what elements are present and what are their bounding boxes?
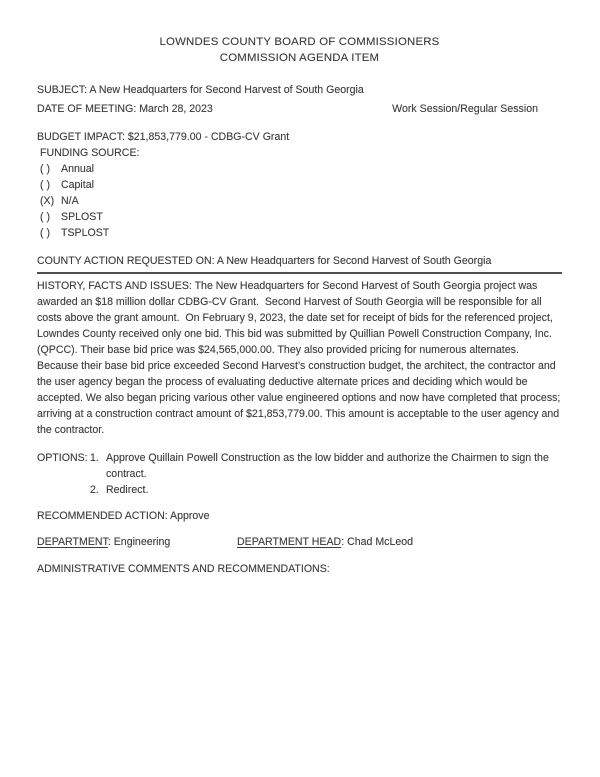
option-number: 1. [90,452,99,464]
options-section [37,450,562,498]
funding-option-label: Capital [61,179,94,191]
department-head-value: Chad McLeod [347,536,414,548]
funding-option-label: N/A [61,195,79,207]
document-title: COMMISSION AGENDA ITEM [219,52,380,64]
department-head-separator: : [341,536,348,548]
checkbox-mark: ( ) [40,227,50,239]
funding-option-label: Annual [61,163,94,175]
funding-option-annual [40,161,562,177]
meeting-date-line: DATE OF MEETING: March 28, 2023 [37,103,213,115]
recommended-action-line: RECOMMENDED ACTION: Approve [37,510,210,522]
county-action-line: COUNTY ACTION REQUESTED ON: A New Headquarters for Second Harvest of South Georgia [37,253,562,274]
budget-impact-line: BUDGET IMPACT: $21,853,779.00 - CDBG-CV Grant [37,131,290,143]
option-item-2 [90,482,562,498]
department-separator: : [107,536,114,548]
history-facts-issues-paragraph: HISTORY, FACTS AND ISSUES: The New Headquarters for Second Harvest of South Georgia project was awarded an $18 million dollar CDBG-CV Grant. Second Harvest of South Georgia will be responsible for all costs above the grant amount. On February 9, 2023, the date set for receipt of bids for the referenced project, Lowndes County received only one bid. This bid was submitted by Quillian Powell Construction Company, Inc. (QPCC). Their base bid price was $24,565,000.00. They also provided pricing for numerous alternates. Because their base bid price exceeded Second Harvest’s construction budget, the architect, the contractor and the user agency began the process of evaluating deductive alternate prices and deciding which would be accepted. We also began pricing various other value engineered options and now have completed that process; arriving at a construction contract amount of $21,853,779.00. This amount is acceptable to the user agency and the contractor. [37,280,564,436]
option-number: 2. [90,484,99,496]
department-label: DEPARTMENT [37,536,108,548]
department-value: Engineering [113,536,171,548]
funding-option-tsplost [40,225,562,241]
session-type-label: Work Session/Regular Session [392,103,538,115]
department-field [37,534,237,550]
board-title: LOWNDES COUNTY BOARD OF COMMISSIONERS [159,36,440,48]
funding-source-section [37,145,562,241]
date-row [37,101,562,117]
checkbox-mark-checked: (X) [40,195,55,207]
option-item-1 [90,450,562,482]
funding-option-label: SPLOST [61,211,103,223]
subject-line: SUBJECT: A New Headquarters for Second Harvest of South Georgia [37,84,364,96]
option-text: Approve Quillain Powell Construction as the low bidder and authorize the Chairmen to sign the contract. [106,452,549,480]
funding-option-na [40,193,562,209]
checkbox-mark: ( ) [40,179,50,191]
checkbox-mark: ( ) [40,211,50,223]
options-list [90,450,562,498]
document-header [37,34,562,66]
option-text: Redirect. [106,484,149,496]
department-head-field [237,534,413,550]
admin-comments-line: ADMINISTRATIVE COMMENTS AND RECOMMENDATIONS: [37,563,330,575]
department-head-label: DEPARTMENT HEAD [237,536,342,548]
checkbox-mark: ( ) [40,163,50,175]
funding-source-label: FUNDING SOURCE: [40,147,140,159]
options-label: OPTIONS: [37,452,88,464]
department-row [37,534,562,550]
funding-option-capital [40,177,562,193]
funding-option-label: TSPLOST [61,227,110,239]
funding-option-splost [40,209,562,225]
